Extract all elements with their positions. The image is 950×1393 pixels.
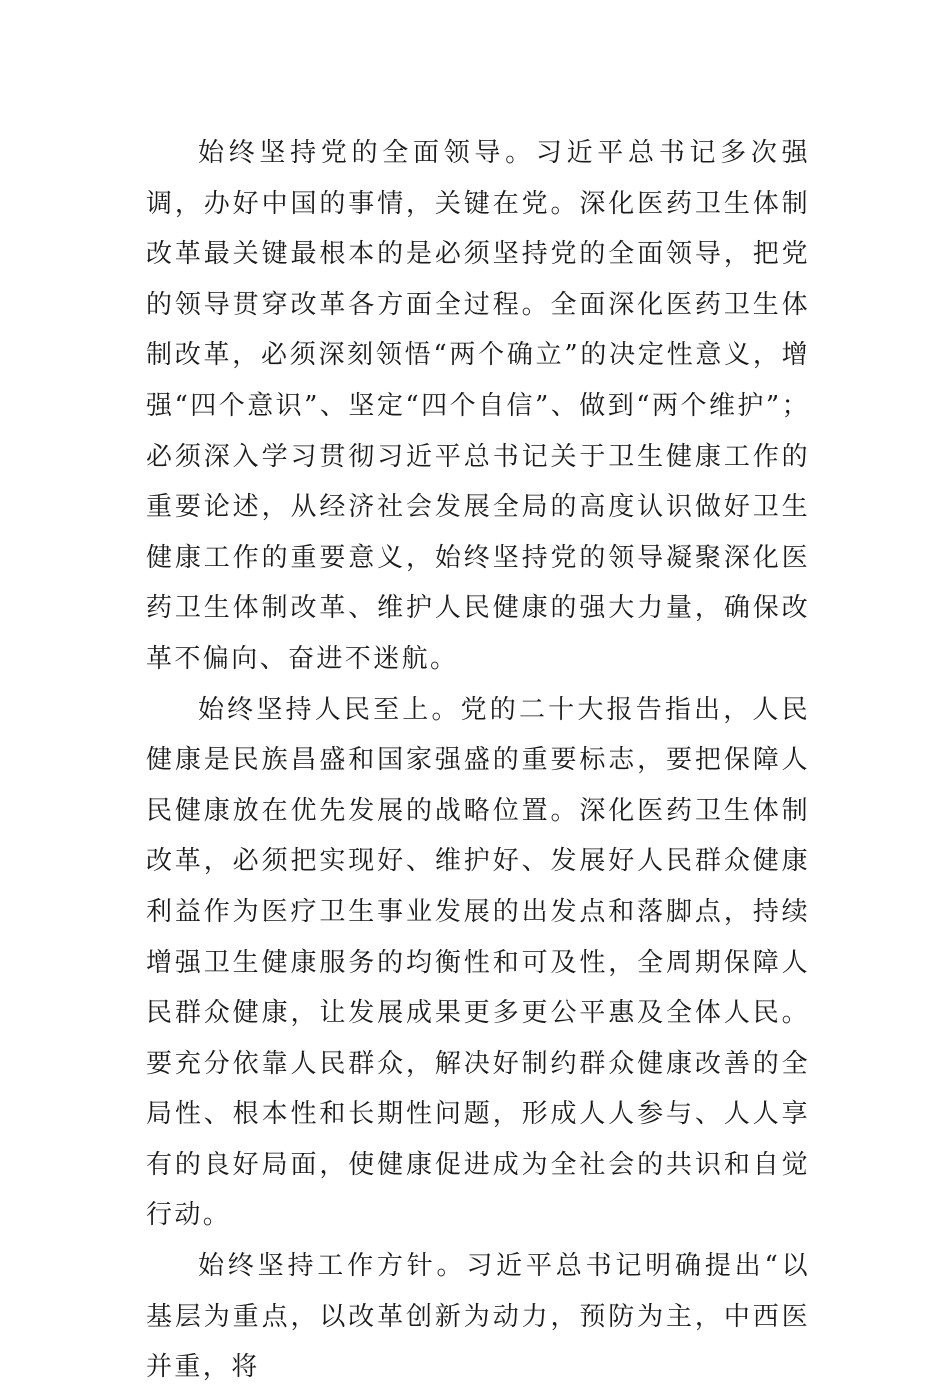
- paragraph-party-leadership: 始终坚持党的全面领导。习近平总书记多次强调，办好中国的事情，关键在党。深化医药卫生体制改革最关键最根本的是必须坚持党的全面领导，把党的领导贯穿改革各方面全过程。全面深化医药卫生体制改革，必须深刻领悟“两个确立”的决定性意义，增强“四个意识”、坚定“四个自信”、做到“两个维护”；必须深入学习贯彻习近平总书记关于卫生健康工作的重要论述，从经济社会发展全局的高度认识做好卫生健康工作的重要意义，始终坚持党的领导凝聚深化医药卫生体制改革、维护人民健康的强大力量，确保改革不偏向、奋进不迷航。: [146, 138, 810, 674]
- paragraph-work-guideline: 始终坚持工作方针。习近平总书记明确提出“以基层为重点，以改革创新为动力，预防为主，中西医并重，将: [146, 1251, 810, 1383]
- paragraph-people-first: 始终坚持人民至上。党的二十大报告指出，人民健康是民族昌盛和国家强盛的重要标志，要把保障人民健康放在优先发展的战略位置。深化医药卫生体制改革，必须把实现好、维护好、发展好人民群众健康利益作为医疗卫生事业发展的出发点和落脚点，持续增强卫生健康服务的均衡性和可及性，全周期保障人民群众健康，让发展成果更多更公平惠及全体人民。要充分依靠人民群众，解决好制约群众健康改善的全局性、根本性和长期性问题，形成人人参与、人人享有的良好局面，使健康促进成为全社会的共识和自觉行动。: [146, 694, 810, 1231]
- document-body: [146, 128, 810, 1393]
